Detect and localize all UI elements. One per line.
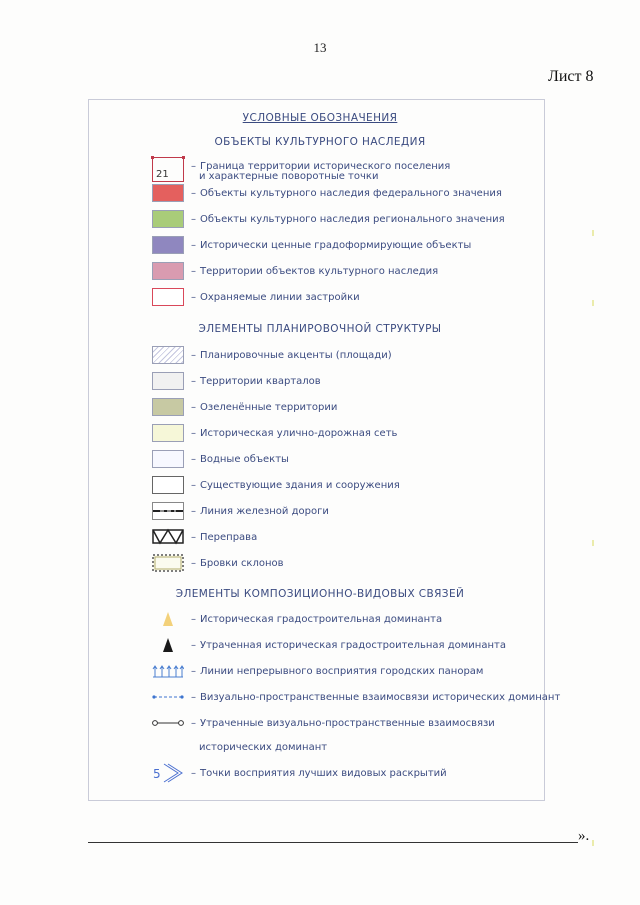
legend-item-lost-links [152,714,495,732]
legend-item-panorama [152,662,483,680]
page-number: 13 [313,40,327,55]
legend-label: – Озеленённые территории [191,401,338,413]
legend-item-regional-heritage [152,210,505,228]
buildings-swatch [152,476,184,494]
legend-item-slopes [152,554,284,572]
legend-label: – Линия железной дороги [191,505,329,517]
visual-link-icon [152,688,184,706]
legend-label: – Утраченная историческая градостроительная доминанта [191,639,506,651]
legend-item-squares [152,346,392,364]
sheet-label: Лист 8 [548,68,594,85]
section-heading-heritage: ОБЪЕКТЫ КУЛЬТУРНОГО НАСЛЕДИЯ [214,136,426,148]
building-lines-swatch [152,288,184,306]
dominant-triangle-icon [152,610,184,628]
scan-speck [592,540,594,546]
legend-title: УСЛОВНЫЕ ОБОЗНАЧЕНИЯ [242,112,398,124]
legend-label: – Исторически ценные градоформирующие объекты [191,239,472,251]
viewpoint-icon [152,764,184,782]
legend-item-heritage-territories [152,262,438,280]
legend-label: – Историческая улично-дорожная сеть [191,427,398,439]
legend-item-buildings [152,476,400,494]
legend-item-valuable-objects [152,236,471,254]
viewpoint-number: 5 [153,767,161,781]
legend-label: – Визуально-пространственные взаимосвязи исторических доминант [191,691,561,703]
legend-label-continuation: и характерные поворотные точки [199,171,379,182]
legend-item-quarters [152,372,321,390]
legend-item-crossing [152,528,257,546]
legend-label: – Территории объектов культурного наследия [191,265,439,277]
legend-label: – Граница территории исторического поселения [191,160,451,172]
legend-label: – Водные объекты [191,453,289,465]
legend-item-water [152,450,289,468]
legend-item-dominant [152,610,442,628]
legend-label: – Историческая градостроительная доминанта [191,613,443,625]
railway-icon [152,502,184,520]
legend-label: – Линии непрерывного восприятия городских панорам [191,665,484,677]
legend-label: – Объекты культурного наследия федерального значения [191,187,502,199]
legend-label: – Бровки склонов [191,557,284,569]
heritage-territories-swatch [152,262,184,280]
slope-edge-icon [152,554,184,572]
lost-dominant-triangle-icon [152,636,184,654]
signature-line [88,842,578,843]
legend-item-lost-dominant [152,636,506,654]
street-network-swatch [152,424,184,442]
legend-item-viewpoints [152,764,447,782]
valuable-objects-swatch [152,236,184,254]
legend-label: – Территории кварталов [191,375,321,387]
scan-speck [592,300,594,306]
legend-label-continuation: исторических доминант [199,742,328,753]
legend-label: – Переправа [191,531,258,543]
legend-item-railway [152,502,329,520]
scan-speck [592,230,594,236]
federal-heritage-swatch [152,184,184,202]
water-swatch [152,450,184,468]
panorama-lines-icon [152,662,184,680]
legend-label: – Охраняемые линии застройки [191,291,360,303]
legend-label: – Точки восприятия лучших видовых раскрытий [191,767,447,779]
section-heading-planning: ЭЛЕМЕНТЫ ПЛАНИРОВОЧНОЙ СТРУКТУРЫ [198,323,442,335]
lost-link-icon [152,714,184,732]
legend-label: – Существующие здания и сооружения [191,479,400,491]
legend-label: – Объекты культурного наследия регионального значения [191,213,505,225]
legend-label: – Планировочные акценты (площади) [191,349,392,361]
legend-item-street-network [152,424,397,442]
legend-item-building-lines [152,288,360,306]
crossing-icon [152,528,184,546]
hatch-swatch [152,346,184,364]
closing-quote-mark: ». [578,828,590,844]
boundary-point-number: 21 [156,169,169,180]
legend-item-visual-links [152,688,560,706]
green-areas-swatch [152,398,184,416]
legend-label: – Утраченные визуально-пространственные взаимосвязи [191,717,495,729]
legend-item-green-areas [152,398,337,416]
quarters-swatch [152,372,184,390]
section-heading-composition: ЭЛЕМЕНТЫ КОМПОЗИЦИОННО-ВИДОВЫХ СВЯЗЕЙ [175,588,465,600]
legend-item-federal-heritage [152,184,502,202]
regional-heritage-swatch [152,210,184,228]
settlement-boundary-icon [152,157,184,180]
scan-speck [592,840,594,846]
